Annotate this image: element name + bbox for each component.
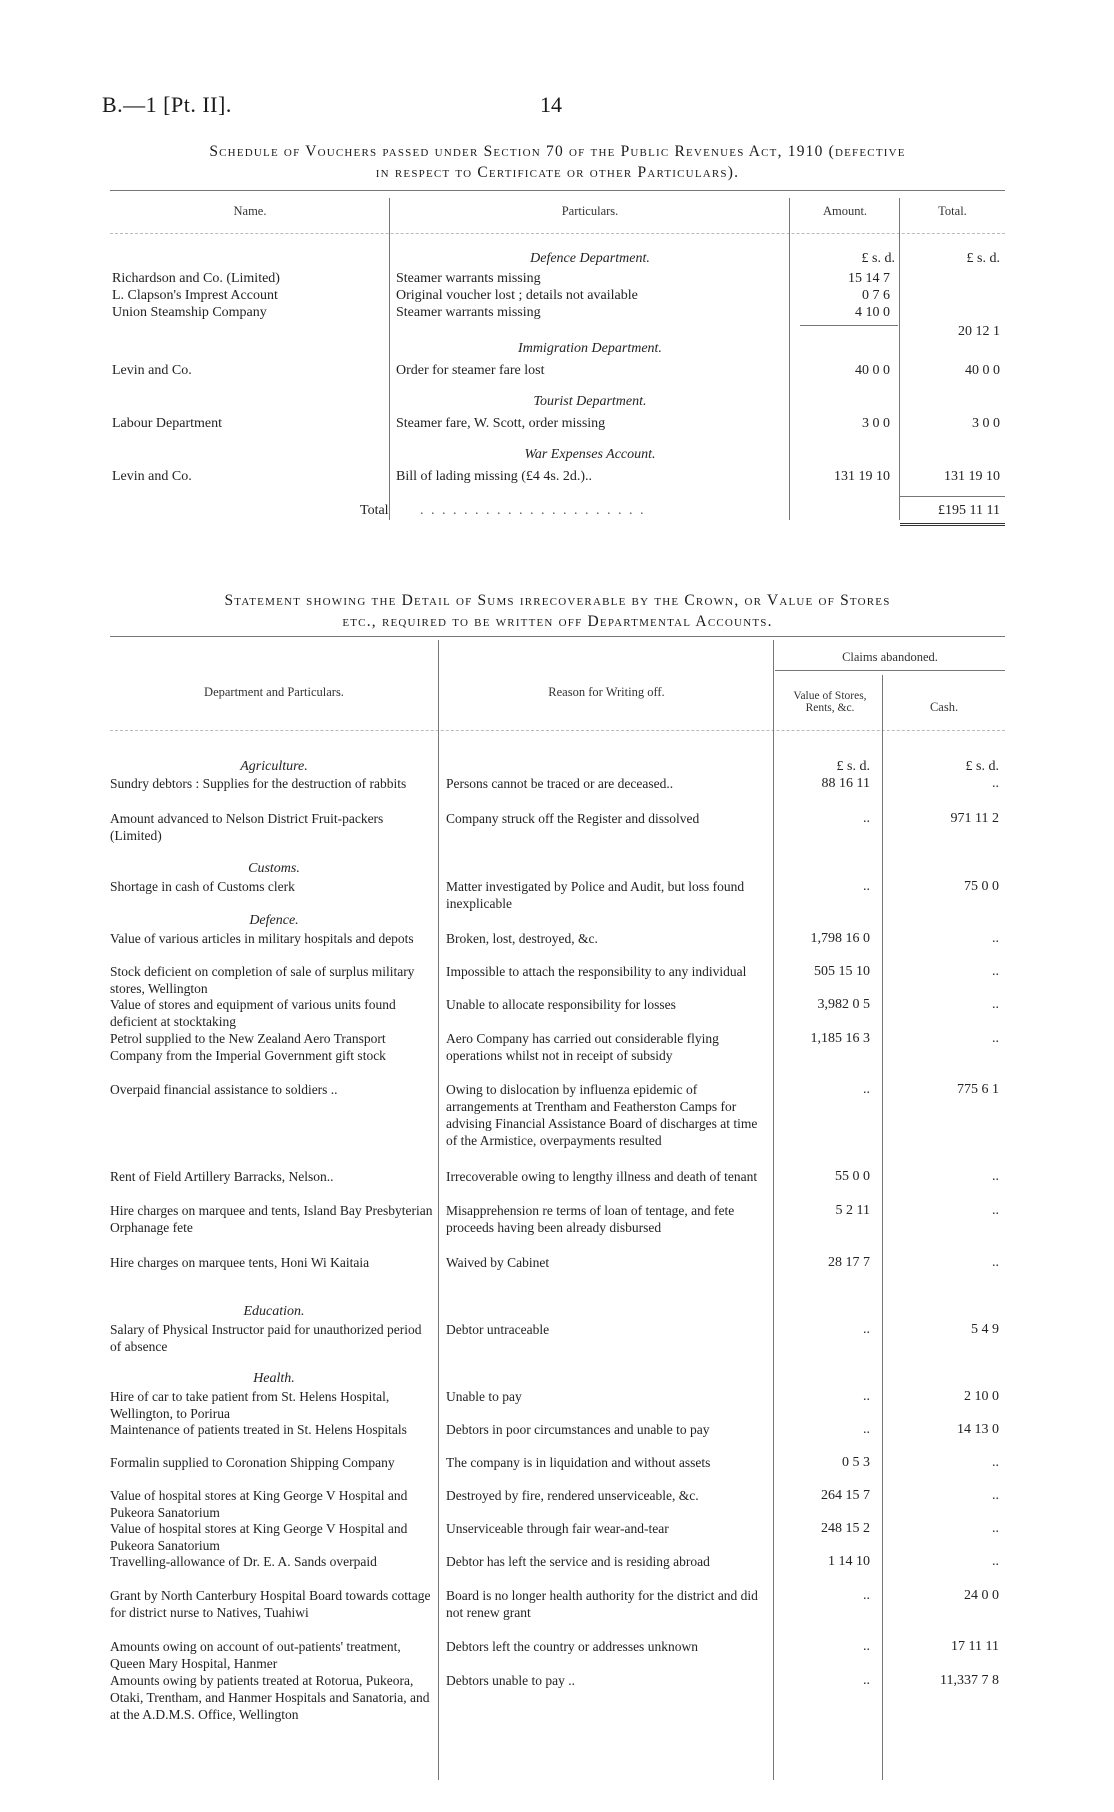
schedule-grand-total: £195 11 11: [938, 503, 1000, 518]
schedule-name: L. Clapson's Imprest Account: [112, 288, 278, 303]
schedule-head-rule: [110, 233, 1005, 234]
statement-dept: Sundry debtors : Supplies for the destruction of rabbits: [110, 776, 407, 791]
statement-reason: Matter investigated by Police and Audit, but loss found inexplicable: [446, 879, 745, 911]
statement-dept: Rent of Field Artillery Barracks, Nelson..: [110, 1169, 334, 1184]
schedule-section-heading: War Expenses Account.: [524, 447, 656, 462]
schedule-section-total: 20 12 1: [958, 324, 1000, 339]
statement-reason: Impossible to attach the responsibility to any individual: [446, 964, 747, 979]
statement-dept: Travelling-allowance of Dr. E. A. Sands overpaid: [110, 1554, 377, 1569]
statement-dept: Value of hospital stores at King George V Hospital and Pukeora Sanatorium: [110, 1488, 408, 1520]
statement-dept: Salary of Physical Instructor paid for unauthorized period of absence: [110, 1322, 422, 1354]
schedule-currency-amount: £ s. d.: [861, 251, 895, 266]
statement-reason: Debtor has left the service and is residing abroad: [446, 1554, 710, 1569]
statement-value: 28 17 7: [828, 1255, 870, 1270]
statement-currency-value: £ s. d.: [836, 759, 870, 774]
statement-cash: 75 0 0: [964, 879, 999, 894]
statement-section-heading: Health.: [253, 1371, 295, 1386]
statement-cash: 5 4 9: [971, 1322, 999, 1337]
statement-reason: Broken, lost, destroyed, &c.: [446, 931, 598, 946]
statement-reason: Debtors left the country or addresses unknown: [446, 1639, 698, 1654]
statement-cash: ..: [992, 1169, 999, 1184]
schedule-section-total: 131 19 10: [944, 469, 1000, 484]
schedule-amount: 0 7 6: [862, 288, 890, 303]
page-number: 14: [540, 92, 562, 117]
statement-reason: Aero Company has carried out considerable flying operations whilst not in receipt of subsidy: [446, 1031, 719, 1063]
statement-cash: 775 6 1: [957, 1082, 999, 1097]
statement-value: ..: [863, 879, 870, 894]
schedule-section-heading: Defence Department.: [530, 251, 650, 266]
statement-cash: ..: [992, 997, 999, 1012]
statement-currency-cash: £ s. d.: [965, 759, 999, 774]
schedule-top-rule: [110, 190, 1005, 191]
statement-dept: Hire charges on marquee tents, Honi Wi Kaitaia: [110, 1255, 370, 1270]
statement-cash: ..: [992, 964, 999, 979]
statement-dept: Formalin supplied to Coronation Shipping Company: [110, 1455, 395, 1470]
statement-value: 88 16 11: [821, 776, 870, 791]
schedule-particulars: Bill of lading missing (£4 4s. 2d.)..: [396, 469, 592, 484]
statement-title-line2: etc., required to be written off Departmental Accounts.: [342, 613, 773, 630]
statement-dept: Amounts owing by patients treated at Rotorua, Pukeora, Otaki, Trentham, and Hanmer Hospitals and Sanatoria, and at the A.D.M.S. Office, Wellington: [110, 1673, 430, 1722]
total-top-rule: [900, 496, 1005, 497]
schedule-particulars: Steamer fare, W. Scott, order missing: [396, 416, 606, 431]
statement-dept: Petrol supplied to the New Zealand Aero Transport Company from the Imperial Government gift stock: [110, 1031, 386, 1063]
statement-cash: ..: [992, 1554, 999, 1569]
statement-value: 1,798 16 0: [810, 931, 870, 946]
schedule-amount: 3 0 0: [862, 416, 890, 431]
statement-reason: Unable to allocate responsibility for losses: [446, 997, 676, 1012]
leader-dots: . . . . . . . . . . . . . . . . . . . . .: [420, 503, 646, 518]
schedule-section-total: 40 0 0: [965, 363, 1000, 378]
statement-divider-2: [773, 640, 774, 1780]
statement-value: 3,982 0 5: [817, 997, 870, 1012]
schedule-divider-1: [389, 198, 390, 520]
statement-cash: 24 0 0: [964, 1588, 999, 1603]
statement-dept: Amounts owing on account of out-patients' treatment, Queen Mary Hospital, Hanmer: [110, 1639, 401, 1671]
statement-reason: The company is in liquidation and without assets: [446, 1455, 711, 1470]
statement-value: ..: [863, 1322, 870, 1337]
statement-value: 55 0 0: [835, 1169, 870, 1184]
statement-dept: Stock deficient on completion of sale of surplus military stores, Wellington: [110, 964, 415, 996]
subtotal-rule: [800, 325, 898, 326]
statement-value: 505 15 10: [814, 964, 870, 979]
statement-divider-1: [438, 640, 439, 1780]
statement-value: 5 2 11: [835, 1203, 870, 1218]
statement-cash: ..: [992, 1255, 999, 1270]
statement-reason: Unable to pay: [446, 1389, 522, 1404]
statement-head-rule: [110, 730, 1005, 731]
statement-value: ..: [863, 1673, 870, 1688]
schedule-title: [110, 141, 1005, 183]
schedule-particulars: Steamer warrants missing: [396, 305, 541, 320]
statement-reason: Debtors in poor circumstances and unable to pay: [446, 1422, 710, 1437]
statement-dept: Shortage in cash of Customs clerk: [110, 879, 295, 894]
schedule-amount: 40 0 0: [855, 363, 890, 378]
statement-value: ..: [863, 1389, 870, 1404]
statement-cash: ..: [992, 931, 999, 946]
statement-dept: Hire charges on marquee and tents, Island Bay Presbyterian Orphanage fete: [110, 1203, 433, 1235]
statement-reason: Misapprehension re terms of loan of tentage, and fete proceeds having been already disbursed: [446, 1203, 735, 1235]
schedule-section-heading: Tourist Department.: [533, 394, 647, 409]
statement-cash: ..: [992, 1521, 999, 1536]
schedule-particulars: Original voucher lost ; details not available: [396, 288, 638, 303]
document-reference: B.—1 [Pt. II].: [102, 92, 232, 117]
schedule-title-line1: Schedule of Vouchers passed under Section 70 of the Public Revenues Act, 1910 (defective: [209, 143, 906, 160]
schedule-col-amount: Amount.: [822, 204, 868, 218]
schedule-name: Levin and Co.: [112, 469, 192, 484]
statement-cash: ..: [992, 776, 999, 791]
schedule-particulars: Order for steamer fare lost: [396, 363, 545, 378]
statement-reason: Irrecoverable owing to lengthy illness and death of tenant: [446, 1169, 758, 1184]
schedule-col-name: Name.: [233, 204, 267, 218]
statement-cash: 17 11 11: [951, 1639, 999, 1654]
statement-reason: Owing to dislocation by influenza epidemic of arrangements at Trentham and Featherston Camps for advising Financial Assistance Board of discharges at time of the Armistice, overpayments resulted: [446, 1082, 758, 1148]
statement-value: ..: [863, 1422, 870, 1437]
statement-value: 1,185 16 3: [810, 1031, 870, 1046]
statement-col-claims: Claims abandoned.: [842, 650, 938, 664]
statement-title: [110, 590, 1005, 632]
schedule-col-total: Total.: [938, 204, 967, 218]
statement-title-line1: Statement showing the Detail of Sums irrecoverable by the Crown, or Value of Stores: [224, 592, 891, 609]
statement-dept: Hire of car to take patient from St. Helens Hospital, Wellington, to Porirua: [110, 1389, 390, 1421]
statement-section-heading: Education.: [243, 1304, 305, 1319]
claims-rule: [775, 670, 1005, 671]
statement-value: ..: [863, 811, 870, 826]
statement-value: 1 14 10: [828, 1554, 870, 1569]
statement-dept: Overpaid financial assistance to soldiers ..: [110, 1082, 338, 1097]
statement-dept: Amount advanced to Nelson District Fruit-packers (Limited): [110, 811, 384, 843]
statement-reason: Debtors unable to pay ..: [446, 1673, 575, 1688]
statement-reason: Destroyed by fire, rendered unserviceable, &c.: [446, 1488, 699, 1503]
statement-dept: Maintenance of patients treated in St. Helens Hospitals: [110, 1422, 407, 1437]
schedule-section-heading: Immigration Department.: [518, 341, 662, 356]
statement-top-rule: [110, 636, 1005, 637]
statement-value: ..: [863, 1639, 870, 1654]
statement-cash: 14 13 0: [957, 1422, 999, 1437]
statement-cash: ..: [992, 1455, 999, 1470]
schedule-name: Levin and Co.: [112, 363, 192, 378]
statement-value: 264 15 7: [821, 1488, 870, 1503]
statement-value: 0 5 3: [842, 1455, 870, 1470]
statement-cash: ..: [992, 1488, 999, 1503]
total-bottom-rule: [900, 523, 1005, 526]
statement-cash: ..: [992, 1203, 999, 1218]
schedule-name: Union Steamship Company: [112, 305, 267, 320]
statement-dept: Grant by North Canterbury Hospital Board towards cottage for district nurse to Natives, Tuahiwi: [110, 1588, 431, 1620]
schedule-col-particulars: Particulars.: [561, 204, 619, 218]
schedule-currency-total: £ s. d.: [966, 251, 1000, 266]
schedule-amount: 15 14 7: [848, 271, 890, 286]
statement-cash: ..: [992, 1031, 999, 1046]
statement-dept: Value of hospital stores at King George V Hospital and Pukeora Sanatorium: [110, 1521, 408, 1553]
statement-col-reason: Reason for Writing off.: [548, 685, 665, 699]
statement-section-heading: Customs.: [248, 861, 300, 876]
statement-value: ..: [863, 1082, 870, 1097]
schedule-amount: 4 10 0: [855, 305, 890, 320]
statement-dept: Value of various articles in military hospitals and depots: [110, 931, 414, 946]
statement-cash: 971 11 2: [950, 811, 999, 826]
statement-col-cash: Cash.: [929, 700, 959, 714]
statement-dept: Value of stores and equipment of various units found deficient at stocktaking: [110, 997, 396, 1029]
statement-reason: Persons cannot be traced or are deceased..: [446, 776, 674, 791]
statement-col-dept: Department and Particulars.: [204, 685, 344, 699]
statement-cash: 2 10 0: [964, 1389, 999, 1404]
schedule-section-total: 3 0 0: [972, 416, 1000, 431]
statement-section-heading: Defence.: [249, 913, 299, 928]
statement-value: ..: [863, 1588, 870, 1603]
statement-reason: Waived by Cabinet: [446, 1255, 550, 1270]
statement-section-heading: Agriculture.: [240, 759, 308, 774]
schedule-total-label: Total: [360, 503, 389, 518]
schedule-amount: 131 19 10: [834, 469, 890, 484]
statement-col-value: Value of Stores, Rents, &c.: [793, 690, 867, 714]
statement-reason: Board is no longer health authority for the district and did not renew grant: [446, 1588, 758, 1620]
schedule-title-line2: in respect to Certificate or other Particulars).: [375, 164, 740, 181]
statement-divider-3: [882, 675, 883, 1780]
statement-reason: Debtor untraceable: [446, 1322, 550, 1337]
schedule-name: Richardson and Co. (Limited): [112, 271, 280, 286]
statement-cash: 11,337 7 8: [940, 1673, 999, 1688]
statement-reason: Company struck off the Register and dissolved: [446, 811, 700, 826]
statement-reason: Unserviceable through fair wear-and-tear: [446, 1521, 669, 1536]
schedule-name: Labour Department: [112, 416, 223, 431]
statement-value: 248 15 2: [821, 1521, 870, 1536]
schedule-particulars: Steamer warrants missing: [396, 271, 541, 286]
